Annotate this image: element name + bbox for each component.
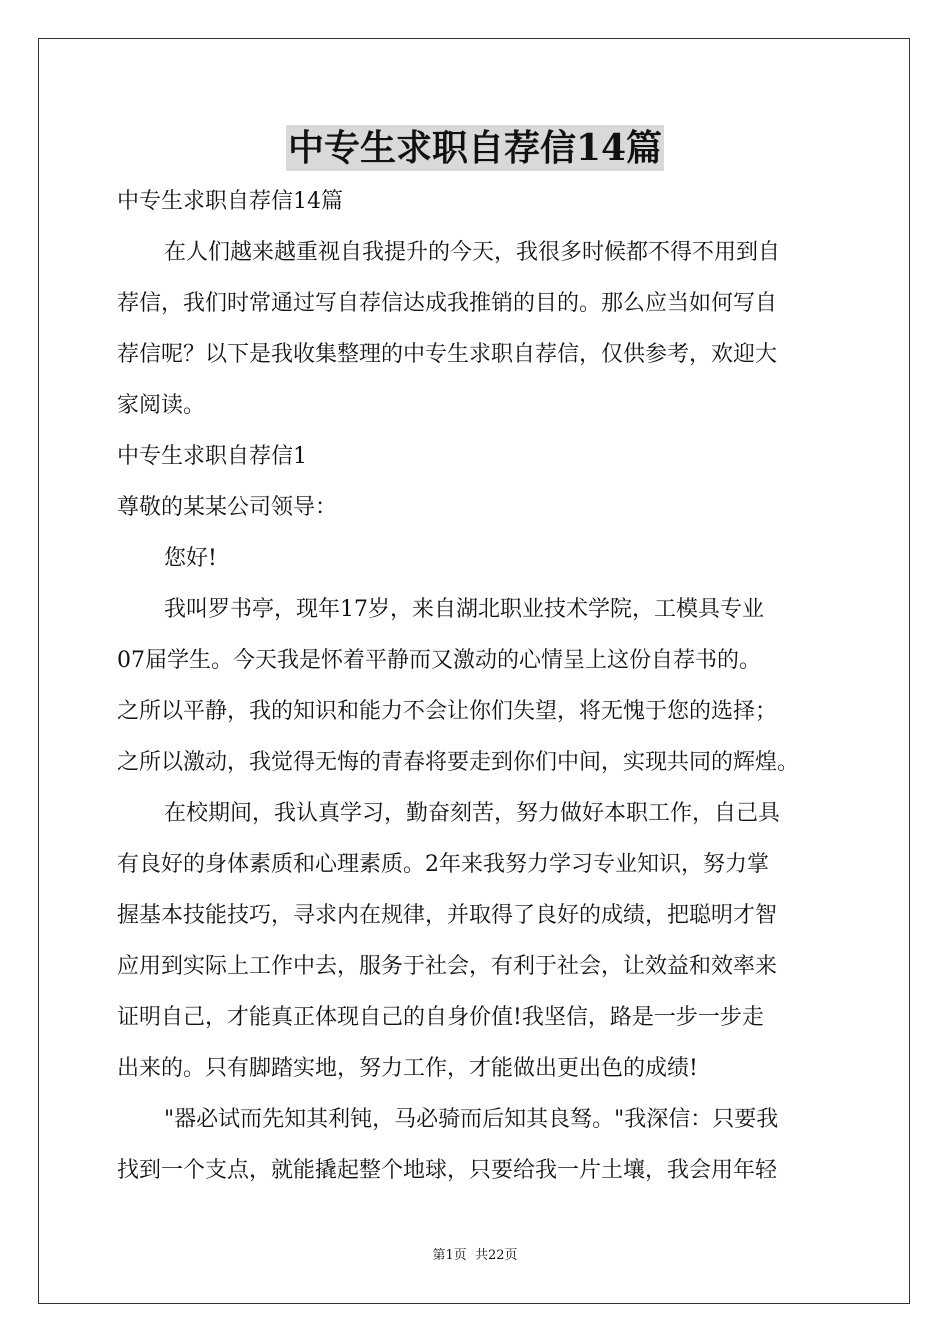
paragraph-line: 在校期间，我认真学习，勤奋刻苦，努力做好本职工作，自己具 (164, 801, 781, 826)
salutation-line: 尊敬的某某公司领导： (117, 495, 338, 520)
page-total: 共22页 (474, 1248, 518, 1263)
paragraph-line: 在人们越来越重视自我提升的今天，我很多时候都不得不用到自 (164, 240, 781, 265)
document-title: 中专生求职自荐信14篇 (287, 127, 663, 169)
paragraph-line: 之所以激动，我觉得无悔的青春将要走到你们中间，实现共同的辉煌。 (117, 750, 800, 775)
paragraph-line: 我叫罗书亭，现年17岁，来自湖北职业技术学院，工模具专业 (164, 597, 764, 622)
paragraph-line: 证明自己，才能真正体现自己的自身价值!我坚信，路是一步一步走 (117, 1005, 764, 1030)
paragraph-line: 有良好的身体素质和心理素质。2年来我努力学习专业知识，努力掌 (117, 852, 769, 877)
paragraph-line: 出来的。只有脚踏实地，努力工作，才能做出更出色的成绩! (117, 1056, 698, 1081)
document-body (117, 176, 833, 1196)
paragraph-line: 家阅读。 (117, 393, 206, 418)
paragraph-line: 握基本技能技巧，寻求内在规律，并取得了良好的成绩，把聪明才智 (117, 903, 778, 928)
paragraph-line: "器必试而先知其利钝，马必骑而后知其良驽。"我深信：只要我 (164, 1107, 779, 1132)
paragraph-line: 之所以平静，我的知识和能力不会让你们失望，将无愧于您的选择； (117, 699, 778, 724)
paragraph-line: 07届学生。今天我是怀着平静而又激动的心情呈上这份自荐书的。 (117, 648, 761, 673)
page-number: 第1页 (432, 1248, 467, 1263)
section-heading: 中专生求职自荐信1 (117, 444, 307, 469)
paragraph-line: 找到一个支点，就能撬起整个地球，只要给我一片土壤，我会用年轻 (117, 1158, 778, 1183)
title-container (0, 125, 950, 171)
greeting-line: 您好! (164, 546, 217, 571)
subtitle-line: 中专生求职自荐信14篇 (117, 189, 343, 214)
page-footer (0, 1246, 950, 1266)
paragraph-line: 荐信呢？以下是我收集整理的中专生求职自荐信，仅供参考，欢迎大 (117, 342, 778, 367)
paragraph-line: 应用到实际上工作中去，服务于社会，有利于社会，让效益和效率来 (117, 954, 778, 979)
paragraph-line: 荐信，我们时常通过写自荐信达成我推销的目的。那么应当如何写自 (117, 291, 778, 316)
